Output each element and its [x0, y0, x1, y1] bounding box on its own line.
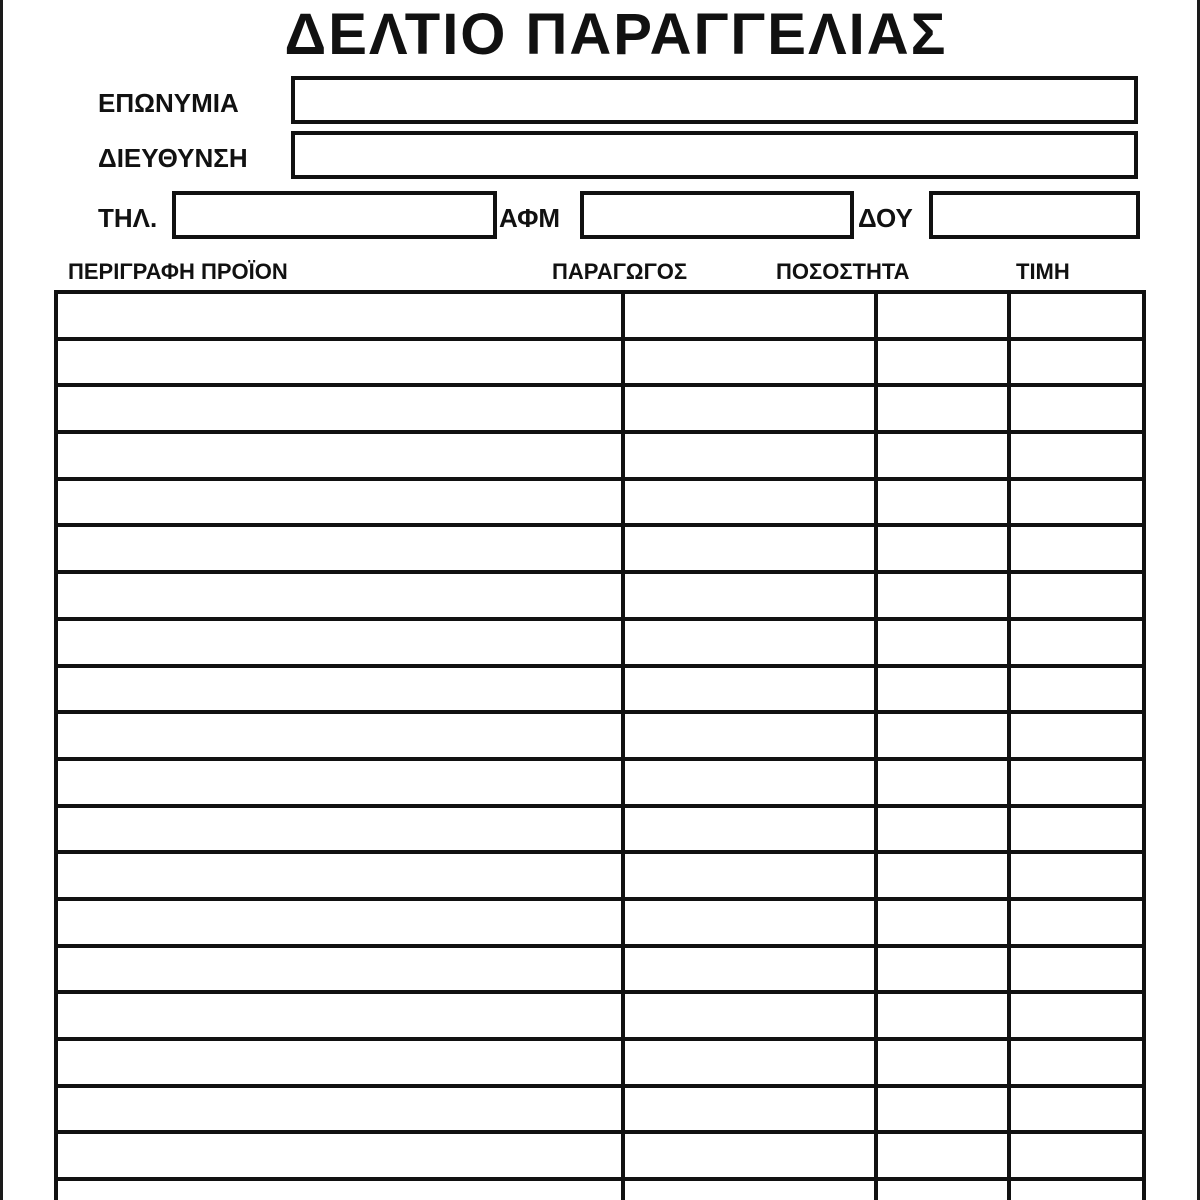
- producer-cell[interactable]: [625, 994, 878, 1037]
- table-row: [58, 341, 1142, 388]
- producer-cell[interactable]: [625, 1181, 878, 1200]
- producer-cell[interactable]: [625, 574, 878, 617]
- quantity-cell[interactable]: [878, 574, 1011, 617]
- quantity-cell[interactable]: [878, 901, 1011, 944]
- table-row: [58, 621, 1142, 668]
- quantity-cell[interactable]: [878, 1041, 1011, 1084]
- column-header-description: ΠΕΡΙΓΡΑΦΗ ΠΡΟΪΟΝ: [68, 259, 288, 284]
- quantity-cell[interactable]: [878, 387, 1011, 430]
- address-field[interactable]: [291, 131, 1138, 179]
- description-cell[interactable]: [58, 714, 625, 757]
- price-cell[interactable]: [1011, 948, 1142, 991]
- tax-office-label: ΔΟΥ: [858, 203, 913, 233]
- producer-cell[interactable]: [625, 901, 878, 944]
- price-cell[interactable]: [1011, 387, 1142, 430]
- description-cell[interactable]: [58, 854, 625, 897]
- price-cell[interactable]: [1011, 1088, 1142, 1131]
- table-row: [58, 761, 1142, 808]
- order-items-table: [54, 290, 1146, 1200]
- price-cell[interactable]: [1011, 294, 1142, 337]
- producer-cell[interactable]: [625, 527, 878, 570]
- producer-cell[interactable]: [625, 481, 878, 524]
- producer-cell[interactable]: [625, 387, 878, 430]
- table-row: [58, 1088, 1142, 1135]
- description-cell[interactable]: [58, 481, 625, 524]
- quantity-cell[interactable]: [878, 527, 1011, 570]
- producer-cell[interactable]: [625, 341, 878, 384]
- table-row: [58, 387, 1142, 434]
- description-cell[interactable]: [58, 948, 625, 991]
- tax-office-field[interactable]: [929, 191, 1140, 239]
- price-cell[interactable]: [1011, 1134, 1142, 1177]
- quantity-cell[interactable]: [878, 1088, 1011, 1131]
- column-header-quantity: ΠΟΣΟΣΤΗΤΑ: [776, 259, 910, 284]
- description-cell[interactable]: [58, 1041, 625, 1084]
- price-cell[interactable]: [1011, 761, 1142, 804]
- quantity-cell[interactable]: [878, 294, 1011, 337]
- quantity-cell[interactable]: [878, 621, 1011, 664]
- table-row: [58, 294, 1142, 341]
- price-cell[interactable]: [1011, 901, 1142, 944]
- price-cell[interactable]: [1011, 341, 1142, 384]
- producer-cell[interactable]: [625, 714, 878, 757]
- price-cell[interactable]: [1011, 668, 1142, 711]
- description-cell[interactable]: [58, 387, 625, 430]
- quantity-cell[interactable]: [878, 854, 1011, 897]
- producer-cell[interactable]: [625, 808, 878, 851]
- description-cell[interactable]: [58, 668, 625, 711]
- table-row: [58, 574, 1142, 621]
- description-cell[interactable]: [58, 294, 625, 337]
- company-name-label: ΕΠΩΝΥΜΙΑ: [98, 88, 239, 118]
- description-cell[interactable]: [58, 994, 625, 1037]
- table-row: [58, 1041, 1142, 1088]
- table-row: [58, 481, 1142, 528]
- table-row: [58, 808, 1142, 855]
- tax-id-field[interactable]: [580, 191, 854, 239]
- price-cell[interactable]: [1011, 1041, 1142, 1084]
- description-cell[interactable]: [58, 434, 625, 477]
- table-row: [58, 1181, 1142, 1200]
- quantity-cell[interactable]: [878, 481, 1011, 524]
- price-cell[interactable]: [1011, 1181, 1142, 1200]
- quantity-cell[interactable]: [878, 761, 1011, 804]
- table-row: [58, 948, 1142, 995]
- description-cell[interactable]: [58, 341, 625, 384]
- price-cell[interactable]: [1011, 527, 1142, 570]
- description-cell[interactable]: [58, 808, 625, 851]
- description-cell[interactable]: [58, 1181, 625, 1200]
- price-cell[interactable]: [1011, 434, 1142, 477]
- quantity-cell[interactable]: [878, 948, 1011, 991]
- quantity-cell[interactable]: [878, 341, 1011, 384]
- description-cell[interactable]: [58, 901, 625, 944]
- producer-cell[interactable]: [625, 761, 878, 804]
- table-row: [58, 434, 1142, 481]
- producer-cell[interactable]: [625, 1134, 878, 1177]
- quantity-cell[interactable]: [878, 994, 1011, 1037]
- description-cell[interactable]: [58, 1134, 625, 1177]
- price-cell[interactable]: [1011, 574, 1142, 617]
- description-cell[interactable]: [58, 761, 625, 804]
- table-row: [58, 714, 1142, 761]
- price-cell[interactable]: [1011, 994, 1142, 1037]
- table-row: [58, 1134, 1142, 1181]
- table-row: [58, 901, 1142, 948]
- producer-cell[interactable]: [625, 668, 878, 711]
- tax-id-label: ΑΦΜ: [499, 203, 561, 233]
- producer-cell[interactable]: [625, 294, 878, 337]
- producer-cell[interactable]: [625, 434, 878, 477]
- column-header-price: ΤΙΜΗ: [1016, 259, 1070, 284]
- producer-cell[interactable]: [625, 854, 878, 897]
- company-name-field[interactable]: [291, 76, 1138, 124]
- form-title: ΔΕΛΤΙΟ ΠΑΡΑΓΓΕΛΙΑΣ: [284, 2, 948, 67]
- quantity-cell[interactable]: [878, 1134, 1011, 1177]
- quantity-cell[interactable]: [878, 808, 1011, 851]
- description-cell[interactable]: [58, 1088, 625, 1131]
- price-cell[interactable]: [1011, 714, 1142, 757]
- address-label: ΔΙΕΥΘΥΝΣΗ: [98, 143, 248, 173]
- producer-cell[interactable]: [625, 1041, 878, 1084]
- producer-cell[interactable]: [625, 1088, 878, 1131]
- price-cell[interactable]: [1011, 621, 1142, 664]
- table-row: [58, 668, 1142, 715]
- producer-cell[interactable]: [625, 621, 878, 664]
- description-cell[interactable]: [58, 621, 625, 664]
- column-header-producer: ΠΑΡΑΓΩΓΟΣ: [552, 259, 688, 284]
- quantity-cell[interactable]: [878, 1181, 1011, 1200]
- phone-field[interactable]: [172, 191, 497, 239]
- price-cell[interactable]: [1011, 854, 1142, 897]
- quantity-cell[interactable]: [878, 434, 1011, 477]
- page-border-left: [0, 0, 3, 1200]
- description-cell[interactable]: [58, 574, 625, 617]
- producer-cell[interactable]: [625, 948, 878, 991]
- quantity-cell[interactable]: [878, 668, 1011, 711]
- table-row: [58, 527, 1142, 574]
- table-row: [58, 994, 1142, 1041]
- quantity-cell[interactable]: [878, 714, 1011, 757]
- table-row: [58, 854, 1142, 901]
- price-cell[interactable]: [1011, 808, 1142, 851]
- description-cell[interactable]: [58, 527, 625, 570]
- phone-label: ΤΗΛ.: [98, 203, 158, 233]
- price-cell[interactable]: [1011, 481, 1142, 524]
